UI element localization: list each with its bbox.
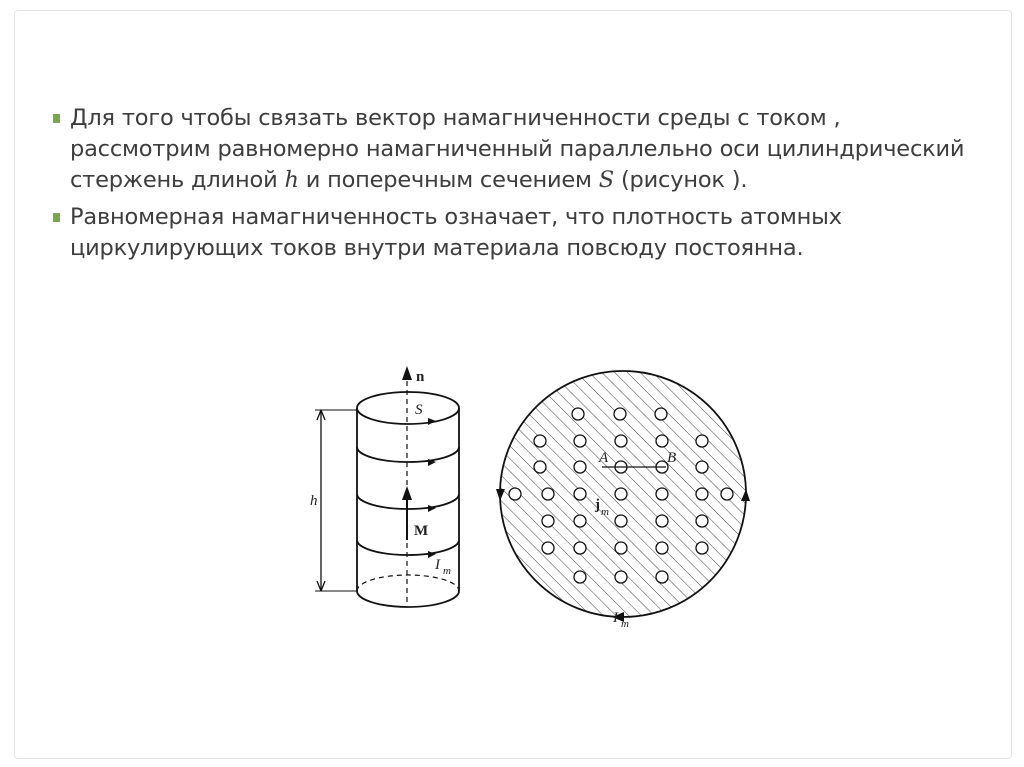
svg-text:j: j <box>595 497 600 513</box>
atomic-loop <box>656 515 668 527</box>
atomic-loop <box>656 488 668 500</box>
atomic-loop <box>696 435 708 447</box>
label-S: S <box>415 402 423 418</box>
label-h: h <box>310 493 318 509</box>
svg-text:I: I <box>613 610 618 626</box>
label-Im-cylinder <box>434 557 451 577</box>
atomic-loop <box>656 542 668 554</box>
cylinder-bottom-front <box>357 591 459 607</box>
paragraph-text: Равномерная намагниченность означает, что плотность атомных циркулирующих токов внутри материала повсюду постоянна. <box>70 204 842 261</box>
svg-text:I: I <box>435 557 440 573</box>
atomic-loop <box>542 542 554 554</box>
atomic-loop <box>696 488 708 500</box>
atomic-loop <box>696 542 708 554</box>
atomic-loop <box>574 488 586 500</box>
variable-h: h <box>284 167 299 193</box>
atomic-loop <box>542 515 554 527</box>
paragraph-text: Для того чтобы связать вектор намагниченности среды с током , рассмотрим равномерно намагниченный параллельно оси цилиндрический стержень длиной <box>70 105 965 193</box>
atomic-loop <box>656 435 668 447</box>
atomic-loop <box>534 435 546 447</box>
current-arrow-icon <box>428 418 436 425</box>
svg-text:m: m <box>621 618 629 630</box>
atomic-loop <box>615 542 627 554</box>
current-loop-1 <box>357 447 459 462</box>
paragraph-text: (рисунок ). <box>614 167 748 193</box>
atomic-loop <box>614 408 626 420</box>
atomic-loop <box>574 515 586 527</box>
variable-S: S <box>598 167 614 193</box>
atomic-loop <box>655 408 667 420</box>
atomic-loop <box>721 488 733 500</box>
normal-arrow-icon <box>402 366 412 380</box>
atomic-loop <box>696 461 708 473</box>
paragraph-text: и поперечным сечением <box>298 167 599 193</box>
atomic-loop <box>615 515 627 527</box>
magnetization-arrow-icon <box>402 486 412 500</box>
atomic-loop <box>574 571 586 583</box>
cylinder-bottom-back <box>357 575 459 591</box>
label-n: n <box>416 369 425 385</box>
label-B: B <box>667 450 677 466</box>
atomic-loop <box>615 435 627 447</box>
label-M: M <box>414 523 429 539</box>
atomic-loop <box>615 488 627 500</box>
atomic-loop <box>542 488 554 500</box>
atomic-loop <box>615 571 627 583</box>
atomic-loop <box>534 461 546 473</box>
cross-section-disc <box>496 371 750 622</box>
atomic-loop <box>509 488 521 500</box>
atomic-loop <box>572 408 584 420</box>
atomic-loop <box>656 571 668 583</box>
current-loop-3 <box>357 540 459 555</box>
atomic-loop <box>696 515 708 527</box>
atomic-loop <box>574 435 586 447</box>
atomic-loop <box>574 461 586 473</box>
atomic-loop <box>574 542 586 554</box>
cylinder-top-face <box>357 392 459 424</box>
svg-text:m: m <box>443 565 451 577</box>
svg-text:m: m <box>601 506 609 518</box>
label-A: A <box>599 450 609 466</box>
